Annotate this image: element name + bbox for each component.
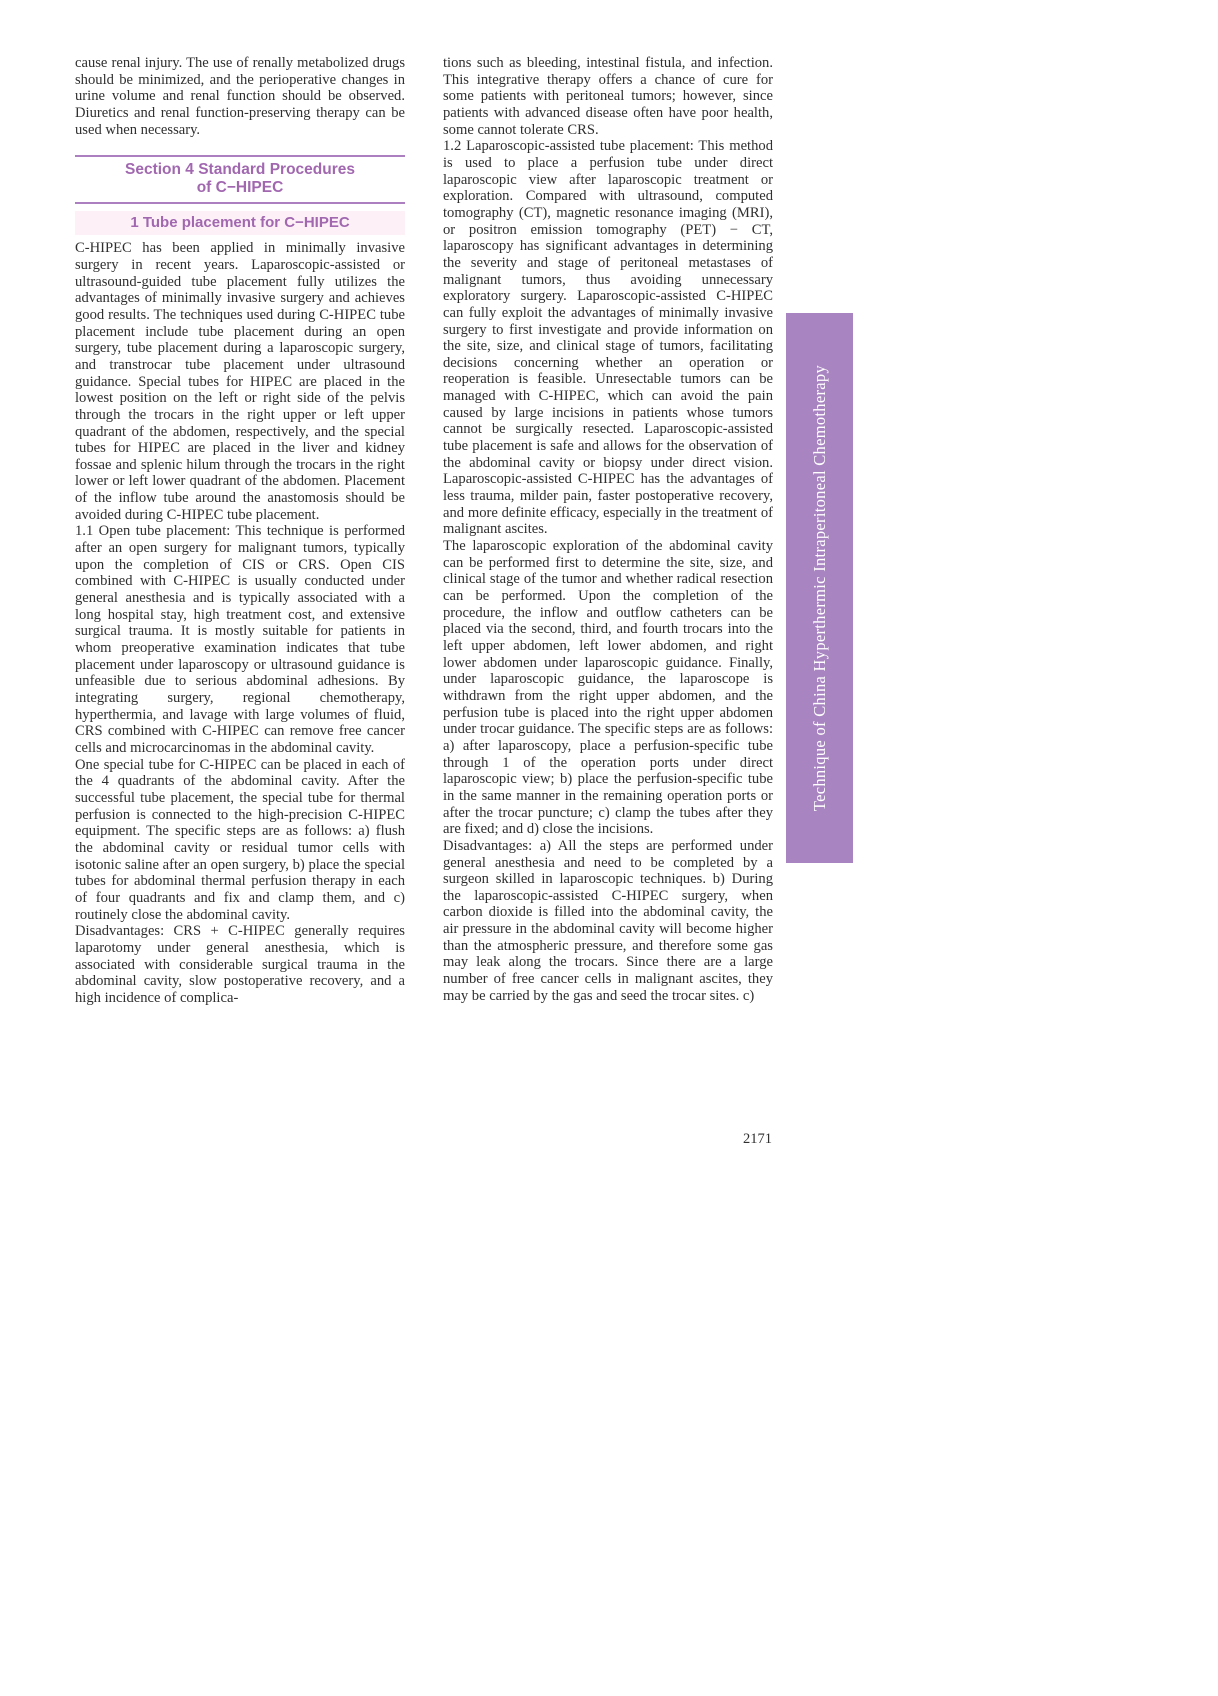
section-heading-line2: of C−HIPEC	[196, 179, 284, 197]
section-heading	[75, 155, 405, 204]
paragraph: Disadvantages: a) All the steps are performed under general anesthesia and need to be completed by a surgeon skilled in laparoscopic techniques. b) During the laparoscopic-assisted C-HIPEC surgery, when carbon dioxide is filled into the abdominal cavity, the air pressure in the abdominal cavity will become higher than the atmospheric pressure, and therefore some gas may leak along the trocars. Since there are a large number of free cancer cells in malignant ascites, they may be carried by the gas and seed the trocar sites. c)	[443, 837, 773, 1004]
paragraph: tions such as bleeding, intestinal fistula, and infection. This integrative therapy offers a chance of cure for some patients with peritoneal tumors; however, since patients with advanced disease often have poor health, some cannot tolerate CRS.	[443, 55, 773, 138]
paragraph: 1.2 Laparoscopic-assisted tube placement: This method is used to place a perfusion tube under direct laparoscopic view after laparoscopic treatment or exploration. Compared with ultrasound, computed tomography (CT), magnetic resonance imaging (MRI), or positron emission tomography (PET) − CT, laparoscopy has significant advantages in determining the severity and stage of peritoneal metastases of malignant tumors, thus avoiding unnecessary exploratory surgery. Laparoscopic-assisted C-HIPEC can fully exploit the advantages of minimally invasive surgery to first investigate and provide information on the site, size, and clinical stage of tumors, facilitating decisions concerning whether an operation or reoperation is feasible. Unresectable tumors can be managed with C-HIPEC, which can avoid the pain caused by large incisions in patients whose tumors cannot be surgically resected. Laparoscopic-assisted tube placement is safe and allows for the observation of the abdominal cavity or biopsy under direct vision. Laparoscopic-assisted C-HIPEC has the advantages of less trauma, milder pain, faster postoperative recovery, and more definite efficacy, especially in the treatment of malignant ascites.	[443, 138, 773, 538]
paragraph: The laparoscopic exploration of the abdominal cavity can be performed first to determine the site, size, and clinical stage of the tumor and whether radical resection can be performed. Upon the completion of the procedure, the inflow and outflow catheters can be placed via the second, third, and fourth trocars into the left upper abdomen, left lower abdomen, and right lower abdomen under laparoscopic guidance. Finally, under laparoscopic guidance, the laparoscope is withdrawn from the right upper abdomen, and the perfusion tube is placed into the right upper abdomen under trocar guidance. The specific steps are as follows: a) after laparoscopy, place a perfusion-specific tube through 1 of the operation ports under direct laparoscopic view; b) place the perfusion-specific tube in the same manner in the remaining operation ports or after the trocar puncture; c) clamp the tubes after they are fixed; and d) close the incisions.	[443, 538, 773, 838]
section-subheading: 1 Tube placement for C−HIPEC	[75, 211, 405, 235]
right-column	[443, 55, 773, 1006]
chapter-sidebar-title: Technique of China Hyperthermic Intraperitoneal Chemotherapy	[809, 364, 829, 812]
left-column	[75, 55, 405, 1006]
section-heading-line1: Section 4 Standard Procedures	[125, 161, 355, 179]
paragraph: C-HIPEC has been applied in minimally invasive surgery in recent years. Laparoscopic-assisted or ultrasound-guided tube placement fully utilizes the advantages of minimally invasive surgery and achieves good results. The techniques used during C-HIPEC tube placement include tube placement during an open surgery, tube placement during a laparoscopic surgery, and transtrocar tube placement under ultrasound guidance. Special tubes for HIPEC are placed in the lowest position on the left or right side of the pelvis through the trocars in the right upper or left upper quadrant of the abdomen, respectively, and the special tubes for HIPEC are placed in the liver and kidney fossae and splenic hilum through the trocars in the right lower or left lower quadrant of the abdomen. Placement of the inflow tube around the anastomosis should be avoided during C-HIPEC tube placement.	[75, 240, 405, 523]
text-columns	[75, 55, 773, 1006]
paragraph: 1.1 Open tube placement: This technique is performed after an open surgery for malignant tumors, typically upon the completion of CIS or CRS. Open CIS combined with C-HIPEC is usually conducted under general anesthesia and is typically associated with a long hospital stay, high treatment cost, and extensive surgical trauma. It is mostly suitable for patients in whom preoperative examination indicates that tube placement under laparoscopy or ultrasound guidance is unfeasible due to serious abdominal adhesions. By integrating surgery, regional chemotherapy, hyperthermia, and lavage with large volumes of fluid, CRS combined with C-HIPEC can remove free cancer cells and microcarcinomas in the abdominal cavity.	[75, 523, 405, 756]
chapter-sidebar-band	[786, 313, 853, 863]
paragraph: cause renal injury. The use of renally metabolized drugs should be minimized, and the perioperative changes in urine volume and renal function should be observed. Diuretics and renal function-preserving therapy can be used when necessary.	[75, 55, 405, 138]
page-number: 2171	[743, 1131, 772, 1147]
paragraph: One special tube for C-HIPEC can be placed in each of the 4 quadrants of the abdominal cavity. After the successful tube placement, the special tube for thermal perfusion is connected to the high-precision C-HIPEC equipment. The specific steps are as follows: a) flush the abdominal cavity or residual tumor cells with isotonic saline after an open surgery, b) place the special tubes for abdominal thermal perfusion therapy in each of four quadrants and fix and clamp them, and c) routinely close the abdominal cavity.	[75, 756, 405, 923]
paragraph: Disadvantages: CRS + C-HIPEC generally requires laparotomy under general anesthesia, which is associated with considerable surgical trauma in the abdominal cavity, slow postoperative recovery, and a high incidence of complica-	[75, 923, 405, 1006]
